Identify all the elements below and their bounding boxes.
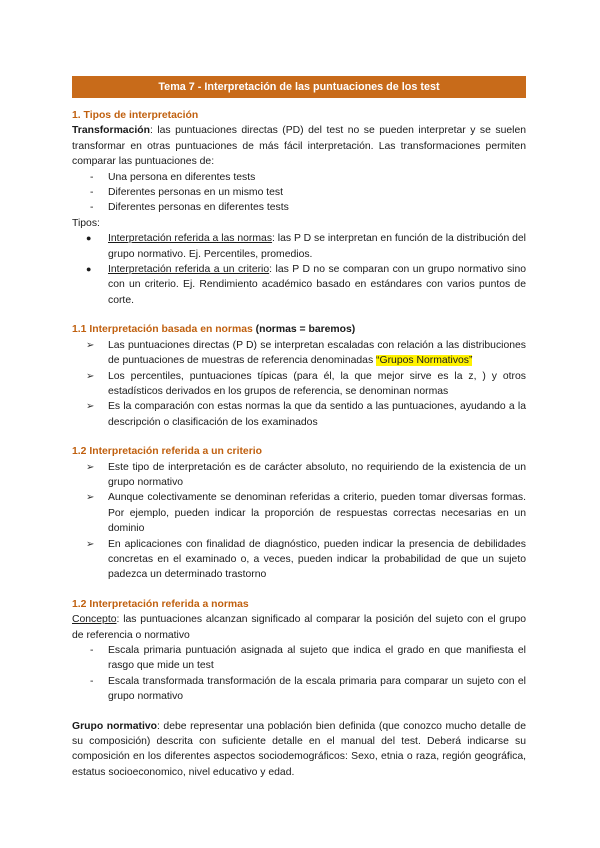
grupo-term: Grupo normativo — [72, 720, 157, 732]
tipo-term: Interpretación referida a un criterio — [108, 264, 270, 276]
compare-list — [72, 170, 526, 216]
list-item: - Una persona en diferentes tests — [72, 170, 526, 185]
tipo-term: Interpretación referida a las normas — [108, 233, 273, 245]
concepto-term: Concepto — [72, 614, 117, 626]
list-item — [72, 338, 526, 369]
section-heading-criterio: 1.2 Interpretación referida a un criterio — [72, 446, 262, 458]
concepto-paragraph — [72, 612, 526, 643]
document-page — [72, 76, 526, 780]
concepto-text: : las puntuaciones alcanzan significado al comparar la posición del sujeto con el grupo de referencia o normativo — [72, 614, 526, 641]
tipos-list — [72, 231, 526, 308]
tipo-text: : las P D se interpretan en función de la distribución del grupo normativo. Ej. Percentiles, promedios. — [108, 233, 526, 260]
normas-list — [72, 338, 526, 430]
transformacion-paragraph — [72, 123, 526, 169]
list-item: - Escala transformada transformación de la escala primaria para comparar un sujeto con el grupo normativo — [72, 674, 526, 705]
heading-main: 1.1 Interpretación basada en normas — [72, 324, 253, 336]
item-text: Las puntuaciones directas (P D) se interpretan escaladas con relación a las distribuciones de puntuaciones de muestras de referencia denominadas — [108, 339, 526, 367]
transformacion-text: : las puntuaciones directas (PD) del test no se pueden interpretar y se suelen transformar en otras puntuaciones de más fácil interpretación. Las transformaciones permiten comparar las puntuaciones de: — [72, 125, 526, 168]
list-item: ➢ En aplicaciones con finalidad de diagnóstico, pueden indicar la presencia de debilidades concretas en el examinado o, a veces, pueden indicar la probabilidad de que un sujeto padezca un determinado trastorno — [72, 537, 526, 583]
list-item: - Escala primaria puntuación asignada al sujeto que indica el grado en que manifiesta el rasgo que mide un test — [72, 643, 526, 674]
list-item — [72, 231, 526, 262]
list-item: ➢ Este tipo de interpretación es de carácter absoluto, no requiriendo de la existencia de un grupo normativo — [72, 460, 526, 491]
list-item: ➢ Aunque colectivamente se denominan referidas a criterio, pueden tomar diversas formas. Por ejemplo, pueden indicar la proporción de respuestas correctas necesarias en un dominio — [72, 490, 526, 536]
list-item: - Diferentes personas en un mismo test — [72, 185, 526, 200]
heading-extra: (normas = baremos) — [252, 324, 356, 336]
tipo-text: : las P D no se comparan con un grupo normativo sino con un criterio. Ej. Rendimiento académico basado en estándares con varios puntos de corte. — [108, 264, 527, 306]
list-item — [72, 262, 526, 308]
list-item: - Diferentes personas en diferentes tests — [72, 200, 526, 215]
list-item: ➢ Los percentiles, puntuaciones típicas (para él, la que mejor sirve es la z, ) y otros estadísticos derivados en los grupos de referencia, se denominan normas — [72, 369, 526, 400]
section-heading-referida-normas: 1.2 Interpretación referida a normas — [72, 598, 249, 610]
escala-list — [72, 643, 526, 705]
section-heading-normas — [72, 322, 526, 337]
grupo-text: : debe representar una población bien definida (que conozco mucho detalle de su composición) descrita con suficiente detalle en el manual del test. Deberá indicarse su composición en los diferentes aspectos sociodemográficos: Sexo, etnia o raza, región geográfica, estatus socioeconomico, nivel educativo y edad. — [72, 720, 526, 778]
tipos-label: Tipos: — [72, 217, 100, 229]
section-heading-tipos: 1. Tipos de interpretación — [72, 110, 199, 121]
grupo-normativo-paragraph — [72, 719, 526, 781]
topic-banner: Tema 7 - Interpretación de las puntuaciones de los test — [72, 76, 526, 98]
list-item: ➢ Es la comparación con estas normas la que da sentido a las puntuaciones, ayudando a la descripción o clasificación de los examinados — [72, 399, 526, 430]
transformacion-term: Transformación — [72, 125, 150, 137]
highlighted-text: “Grupos Normativos” — [376, 355, 473, 367]
criterio-list — [72, 460, 526, 583]
